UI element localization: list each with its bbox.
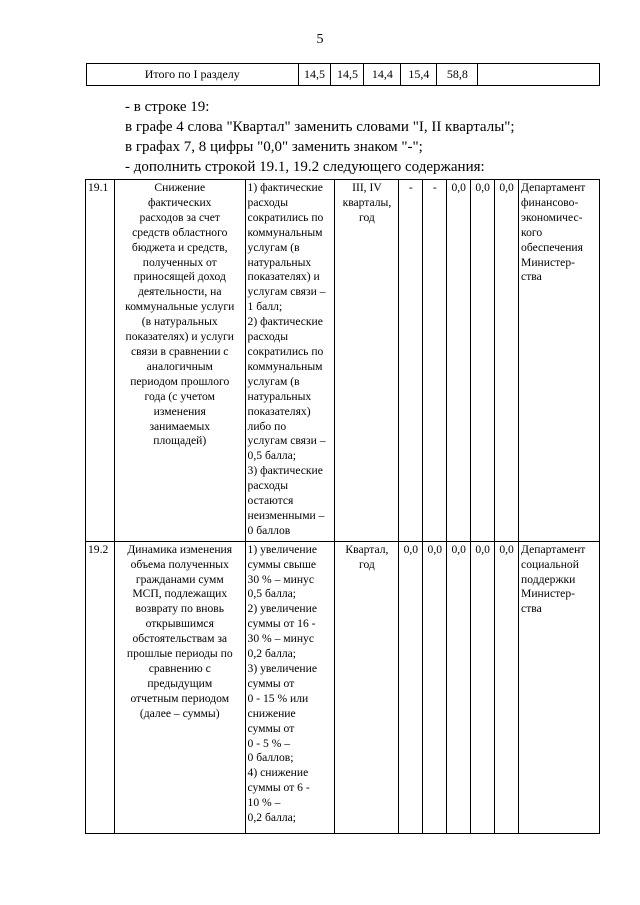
value-cell: 0,0 — [471, 541, 495, 833]
table-row — [86, 180, 600, 542]
instruction-line: - в строке 19: — [125, 99, 210, 115]
table-row — [86, 541, 600, 833]
summary-value: 14,5 — [331, 64, 364, 86]
summary-value: 14,4 — [364, 64, 401, 86]
summary-value: 14,5 — [298, 64, 331, 86]
department-text: Департамент финансово- экономичес- кого обеспечения Министер- ства — [519, 180, 600, 542]
instruction-line: в графах 7, 8 цифры "0,0" заменить знаком "-"; — [125, 139, 423, 155]
criteria-text: 1) увеличение суммы свыше 30 % – минус 0,5 балла; 2) увеличение суммы от 16 - 30 % – минус 0,2 балла; 3) увеличение суммы от 0 - 15 % или снижение суммы от 0 - 5 % – 0 баллов; 4) снижение суммы от 6 - 10 % – 0,2 балла; — [245, 541, 335, 833]
value-cell: 0,0 — [495, 541, 519, 833]
instruction-line: - дополнить строкой 19.1, 19.2 следующего содержания: — [125, 159, 485, 175]
indicators-table — [85, 179, 600, 834]
amendment-instructions — [125, 97, 595, 177]
period-text: Квартал, год — [335, 541, 399, 833]
department-text: Департамент социальной поддержки Министер- ства — [519, 541, 600, 833]
indicator-text: Динамика изменения объема полученных гражданами сумм МСП, подлежащих возврату по вновь открывшимся обстоятельствам за прошлые периоды по сравнению с предыдущим отчетным периодом (далее – суммы) — [114, 541, 245, 833]
value-cell: 0,0 — [447, 541, 471, 833]
value-cell: 0,0 — [399, 541, 423, 833]
value-cell: 0,0 — [423, 541, 447, 833]
value-cell: 0,0 — [495, 180, 519, 542]
summary-value — [478, 64, 600, 86]
summary-value: 15,4 — [401, 64, 437, 86]
summary-table — [86, 63, 600, 86]
value-cell: - — [399, 180, 423, 542]
instruction-line: в графе 4 слова "Квартал" заменить словами "I, II кварталы"; — [125, 119, 515, 135]
value-cell: 0,0 — [447, 180, 471, 542]
row-number: 19.2 — [86, 541, 115, 833]
value-cell: 0,0 — [471, 180, 495, 542]
period-text: III, IV кварталы, год — [335, 180, 399, 542]
summary-label: Итого по I разделу — [87, 64, 299, 86]
value-cell: - — [423, 180, 447, 542]
row-number: 19.1 — [86, 180, 115, 542]
summary-row — [87, 64, 600, 86]
criteria-text: 1) фактические расходы сократились по коммунальным услугам (в натуральных показателях) и услугам связи – 1 балл; 2) фактические расходы сократились по коммунальным услугам (в натуральных показателях) либо по услугам связи – 0,5 балла; 3) фактические расходы остаются неизменными – 0 баллов — [245, 180, 335, 542]
summary-value: 58,8 — [437, 64, 478, 86]
indicator-text: Снижение фактических расходов за счет средств областного бюджета и средств, полученных от приносящей доход деятельности, на коммунальные услуги (в натуральных показателях) и услуги связи в сравнении с аналогичным периодом прошлого года (с учетом изменения занимаемых площадей) — [114, 180, 245, 542]
page-number: 5 — [316, 32, 324, 47]
